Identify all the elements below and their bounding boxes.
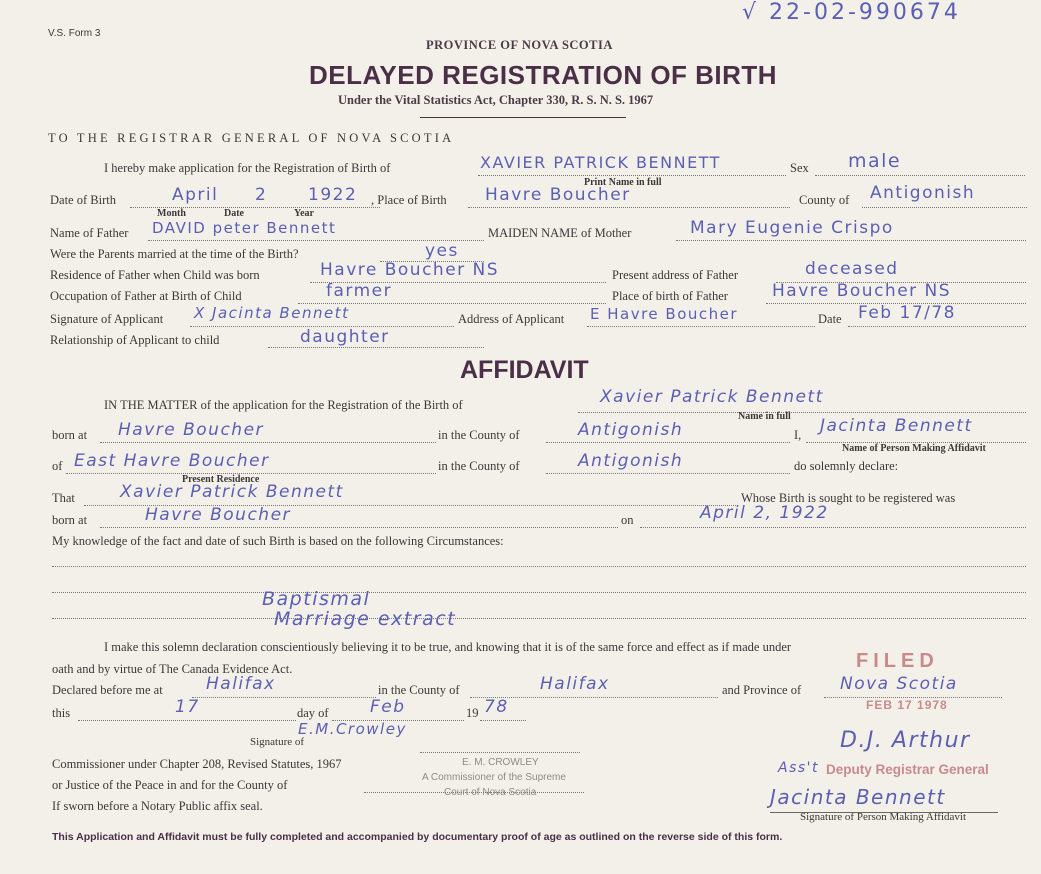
title-rule <box>420 117 626 118</box>
occupation-value: farmer <box>326 281 393 301</box>
in-county-label: in the County of <box>438 428 520 442</box>
name-in-full-note: Name in full <box>738 411 791 422</box>
serial-number: √ 22-02-990674 <box>742 0 961 25</box>
father-label: Name of Father <box>50 226 129 240</box>
married-value: yes <box>425 241 459 261</box>
circumstance-2: Marriage extract <box>274 608 457 630</box>
married-label: Were the Parents married at the time of the Birth? <box>50 247 299 261</box>
mother-label: MAIDEN NAME of Mother <box>488 226 632 240</box>
day-value: 17 <box>175 697 200 717</box>
commissioner-stamp-2: A Commissioner of the Supreme <box>422 772 566 783</box>
county-label: County of <box>799 193 850 207</box>
born-at-label: born at <box>52 428 88 442</box>
sig-person-label: Signature of Person Making Affidavit <box>800 811 966 823</box>
pob-value: Havre Boucher <box>485 185 631 205</box>
present-address-label: Present address of Father <box>612 268 739 282</box>
dob-month: April <box>172 185 219 205</box>
justice-label: or Justice of the Peace in and for the County of <box>52 778 288 792</box>
nineteen-label: 19 <box>466 706 479 720</box>
circumstance-1: Baptismal <box>262 588 371 610</box>
to-registrar: TO THE REGISTRAR GENERAL OF NOVA SCOTIA <box>48 131 455 145</box>
on-label: on <box>621 513 634 527</box>
notary-label: If sworn before a Notary Public affix seal. <box>52 799 263 813</box>
day-of-label: day of <box>297 706 329 720</box>
signature-of-label: Signature of <box>250 736 305 748</box>
county-value: Antigonish <box>870 183 976 203</box>
commissioner-stamp-3: Court of Nova Scotia <box>444 787 537 798</box>
asst-note: Ass't <box>778 760 820 776</box>
aff-affiant: Jacinta Bennett <box>820 416 973 436</box>
born-at2-label: born at <box>52 513 88 527</box>
year-value: 78 <box>484 697 509 717</box>
matter-label: IN THE MATTER of the application for the Registration of the Birth of <box>104 398 463 412</box>
commissioner-label: Commissioner under Chapter 208, Revised Statutes, 1967 <box>52 757 342 771</box>
knowledge-label: My knowledge of the fact and date of such Birth is based on the following Circumstances: <box>52 534 504 548</box>
pob-label: , Place of Birth <box>371 193 447 207</box>
aff-born-at: Havre Boucher <box>118 420 265 440</box>
relationship-value: daughter <box>300 327 390 347</box>
aff-county2: Antigonish <box>578 451 684 471</box>
sex-value: male <box>848 150 902 172</box>
residence-value: Havre Boucher NS <box>320 260 500 280</box>
aff-on-date: April 2, 1922 <box>700 503 829 523</box>
commissioner-signature: E.M.Crowley <box>298 720 407 738</box>
declared-county-value: Halifax <box>540 674 610 694</box>
deputy-stamp: Deputy Registrar General <box>826 762 989 777</box>
month-value: Feb <box>370 697 406 717</box>
print-name-note: Print Name in full <box>584 177 662 188</box>
form-subtitle: Under the Vital Statistics Act, Chapter 330, R. S. N. S. 1967 <box>338 93 654 107</box>
in-county3-label: in the County of <box>378 683 460 697</box>
child-name: XAVIER PATRICK BENNETT <box>480 153 721 172</box>
addr-applicant-value: E Havre Boucher <box>590 305 739 323</box>
declaration-line-1: I make this solemn declaration conscientiously believing it to be true, and knowing that it is of the same force and effect as if made under <box>104 640 792 654</box>
declared-at-value: Halifax <box>206 674 276 694</box>
province-value: Nova Scotia <box>840 674 958 694</box>
affidavit-heading: AFFIDAVIT <box>460 356 589 384</box>
relationship-label: Relationship of Applicant to child <box>50 333 220 347</box>
pob-father-value: Havre Boucher NS <box>772 281 952 301</box>
whose-birth-label: Whose Birth is sought to be registered was <box>741 491 956 505</box>
name-person-note: Name of Person Making Affidavit <box>842 443 986 454</box>
year-note: Year <box>294 208 314 219</box>
aff-that-name: Xavier Patrick Bennett <box>120 482 344 502</box>
father-value: DAVID peter Bennett <box>152 219 337 237</box>
that-label: That <box>52 491 75 505</box>
solemnly-label: do solemnly declare: <box>794 459 899 473</box>
month-note: Month <box>157 208 186 219</box>
affiant-signature: Jacinta Bennett <box>770 785 946 809</box>
aff-county: Antigonish <box>578 420 684 440</box>
province-heading: PROVINCE OF NOVA SCOTIA <box>426 38 613 52</box>
date-note: Date <box>224 208 244 219</box>
sex-label: Sex <box>790 161 809 175</box>
form-number: V.S. Form 3 <box>48 28 101 39</box>
registrar-signature: D.J. Arthur <box>840 728 971 753</box>
aff-child-name: Xavier Patrick Bennett <box>600 387 824 407</box>
declared-before-label: Declared before me at <box>52 683 163 697</box>
filed-date-stamp: FEB 17 1978 <box>866 698 948 712</box>
sig-applicant-value: X Jacinta Bennett <box>194 304 350 322</box>
apply-label: I hereby make application for the Registration of Birth of <box>104 161 391 175</box>
dob-day: 2 <box>255 185 268 205</box>
residence-label: Residence of Father when Child was born <box>50 268 260 282</box>
aff-residence: East Havre Boucher <box>74 451 270 471</box>
commissioner-stamp-1: E. M. CROWLEY <box>462 757 539 768</box>
present-address-value: deceased <box>805 259 899 279</box>
this-label: this <box>52 706 71 720</box>
mother-value: Mary Eugenie Crispo <box>690 218 894 238</box>
date-value: Feb 17/78 <box>858 303 956 323</box>
of-label: of <box>52 459 63 473</box>
and-province-label: and Province of <box>722 683 802 697</box>
dob-label: Date of Birth <box>50 193 116 207</box>
in-county2-label: in the County of <box>438 459 520 473</box>
dob-year: 1922 <box>308 185 358 205</box>
occupation-label: Occupation of Father at Birth of Child <box>50 289 242 303</box>
i-label: I, <box>794 428 802 442</box>
declaration-line-2: oath and by virtue of The Canada Evidence Act. <box>52 662 293 676</box>
filed-stamp: FILED <box>856 650 939 672</box>
addr-applicant-label: Address of Applicant <box>458 312 565 326</box>
aff-born-at2: Havre Boucher <box>145 505 292 525</box>
sig-applicant-label: Signature of Applicant <box>50 312 164 326</box>
footer-note: This Application and Affidavit must be fully completed and accompanied by documentary proof of age as outlined on the reverse side of this form. <box>52 831 783 843</box>
form-title: DELAYED REGISTRATION OF BIRTH <box>309 60 778 90</box>
present-res-note: Present Residence <box>182 474 260 485</box>
date-label: Date <box>818 312 842 326</box>
pob-father-label: Place of birth of Father <box>612 289 728 303</box>
